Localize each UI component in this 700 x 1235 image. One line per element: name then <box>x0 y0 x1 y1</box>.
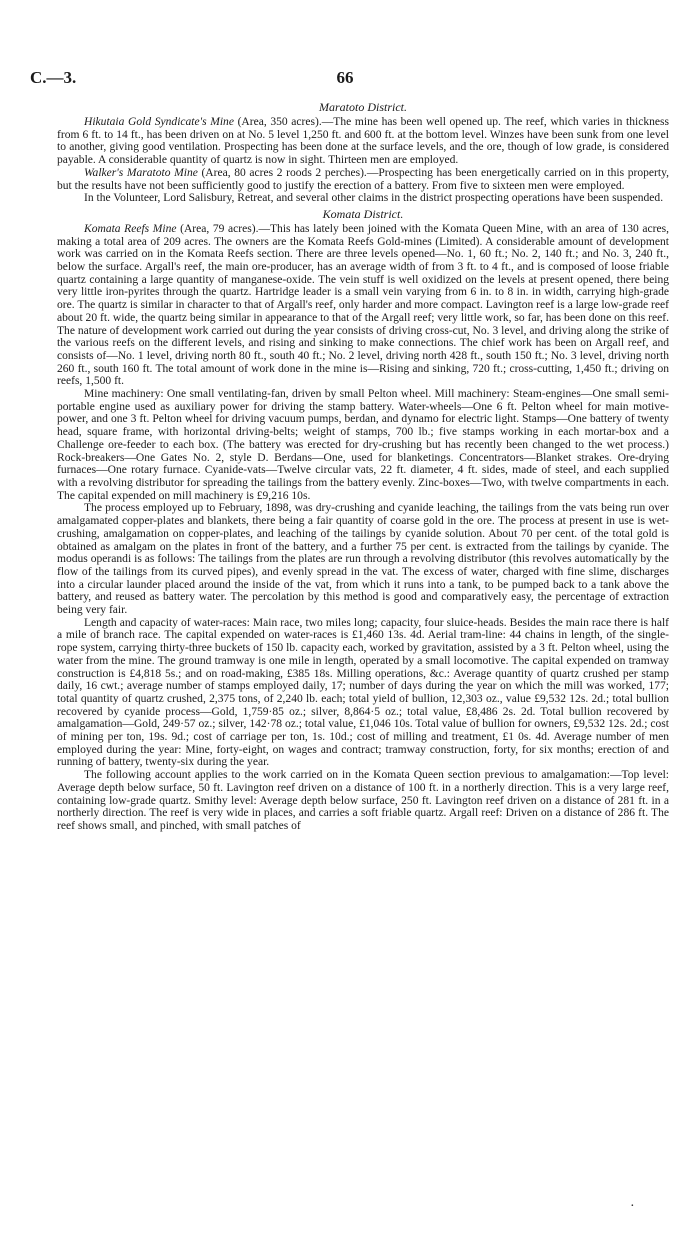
paragraph-text: (Area, 79 acres).—This has lately been joined with the Komata Queen Mine, with an area of 130 acres, making a total area of 209 acres. The owners are the Komata Reefs Gold-mines (Limited). A considerable amount of development work was carried on in the Komata Reefs section. There are three levels opened—No. 1, 60 ft.; No. 2, 140 ft.; and No. 3, 240 ft., below the surface. Argall's reef, the main ore-producer, has an average width of from 3 ft. to 4 ft., and is composed of loose friable quartz containing a large quantity of manganese-oxide. The vein stuff is well oxidized on the levels at present opened, there being very little iron-pyrites through the quartz. Hartridge leader is a small vein varying from 6 in. to 8 in. in width, carrying high-grade ore. The quartz is similar in character to that of Argall's reef, only harder and more compact. Lavington reef is a large low-grade reef about 20 ft. wide, the quartz being similar in appearance to that of the Argall reef; very little work, so far, has been done on this reef. The nature of development work carried out during the year consists of driving cross-cut, No. 3 level, and driving along the strike of the various reefs on the different levels, and rising and sinking to make connections. The chief work has been on Argall reef, and consists of—No. 1 level, driving north 80 ft., south 40 ft.; No. 2 level, driving north 428 ft., south 150 ft.; No. 3 level, driving north 260 ft., south 160 ft. The total amount of work done in the mine is—Rising and sinking, 720 ft.; cross-cutting, 1,450 ft.; driving on reefs, 1,500 ft. <box>57 222 669 388</box>
paragraph-komata-queen <box>57 769 669 833</box>
section-heading-komata: Komata District. <box>322 206 404 221</box>
paragraph-text: The process employed up to February, 1898, was dry-crushing and cyanide leaching, the tailings from the vats being run over amalgamated copper-plates and blankets, there being a fair quantity of coarse gold in the ore. The process at present in use is wet-crushing, amalgamation on copper-plates, and leaching of the tailings by cyanide solution. About 70 per cent. of the total gold is obtained as amalgam on the plates in front of the battery, and a further 75 per cent. is extracted from the tailings by cyanide. The modus operandi is as follows: The tailings from the plates are run through a revolving distributor (this revolves automatically by the flow of the tailings from its curved pipes), and evenly spread in the vat. The excess of water, charged with fine slime, discharges into a circular launder placed around the inside of the vat, from which it runs into a tank, to be pumped back to a tank above the battery, and reused as battery water. The percolation by this method is good and comparatively easy, the percentage of extraction being very fair. <box>57 502 669 617</box>
section-heading-maratoto: Maratoto District. <box>318 100 407 114</box>
paragraph-komata-reefs <box>57 223 669 388</box>
mine-name: Walker's Maratoto Mine <box>84 166 198 179</box>
paragraph-text: The following account applies to the work carried on in the Komata Queen section previous to amalgamation:—Top level: Average depth below surface, 50 ft. Lavington reef driven on a distance of 100 ft. in a northerly direction. This is a very large reef, containing low-grade quartz. Smithy level: Average depth below surface, 250 ft. Lavington reef driven on a distance of 281 ft. in a northerly direction. The reef is very wide in places, and carries a soft friable quartz. Argall reef: Driven on a distance of 286 ft. The reef shows small, and pinched, with small patches of <box>57 769 669 832</box>
paragraph-text: Length and capacity of water-races: Main race, two miles long; capacity, four sluice-heads. Besides the main race there is half a mile of branch race. The capital expended on water-races is £1,460 13s. 4d. Aerial tram-line: 44 chains in length, of the single-rope system, carrying thirty-three buckets of 150 lb. capacity each, worked by gravitation, assisted by a 3 ft. Pelton wheel, using the water from the mine. The ground tramway is one mile in length, operated by a small locomotive. The capital expended on tramway construction is £4,818 5s.; and on road-making, £385 18s. Milling operations, &c.: Average quantity of quartz crushed per stamp daily, 16 cwt.; average number of stamps employed daily, 17; number of days during the year on which the mill was worked, 177; total quantity of quartz crushed, 2,375 tons, of 2,240 lb. each; total yield of bullion, 12,303 oz., value £9,532 12s. 2d.; total bullion recovered by cyanide process—Gold, 1,759·85 oz.; silver, 8,864·5 oz.; total value, £8,486 2s. 2d. Total bullion recovered by amalgamation—Gold, 249·57 oz.; silver, 142·78 oz.; total value, £1,046 10s. Total value of bullion for owners, £9,532 12s. 2d.; cost of mining per ton, 19s. 9d.; cost of carriage per ton, 1s. 10d.; cost of milling and treatment, £1 0s. 4d. Average number of men employed during the year: Mine, forty-eight, on wages and contract; tramway construction, forty, for six months; erection of and running of battery, twenty-six during the year. <box>57 616 669 769</box>
paragraph-suspended <box>57 192 669 205</box>
paragraph-text: (Area, 80 acres 2 roods 2 perches).—Prospecting has been energetically carried on in this property, but the results have not been sufficiently good to justify the erection of a battery. From five to sixteen men were employed. <box>57 166 669 192</box>
mine-name: Hikutaia Gold Syndicate's Mine <box>84 116 234 128</box>
page-number: 66 <box>336 68 354 87</box>
paragraph-walkers <box>57 167 669 192</box>
paragraph-machinery <box>57 388 669 502</box>
paragraph-hikutaia <box>57 116 669 167</box>
report-reference: C.—3. <box>30 68 77 87</box>
paragraph-water-races <box>57 617 669 769</box>
paragraph-text: In the Volunteer, Lord Salisbury, Retreat, and several other claims in the district prospecting operations have been suspended. <box>84 192 664 205</box>
page-header <box>30 68 660 90</box>
mine-name: Komata Reefs Mine <box>84 222 177 235</box>
paragraph-text: (Area, 350 acres).—The mine has been well opened up. The reef, which varies in thickness from 6 ft. to 14 ft., has been driven on at No. 5 level 1,250 ft. and 600 ft. at the bottom level. Winzes have been sunk from one level to another, giving good ventilation. Prospecting has been done at the surface levels, and the ore, though of low grade, is considered payable. A considerable quantity of quartz is now in sight. Thirteen men are employed. <box>57 116 669 167</box>
page-speck: · <box>630 1199 635 1214</box>
paragraph-text: Mine machinery: One small ventilating-fan, driven by small Pelton wheel. Mill machinery: Steam-engines—One small semi-portable engine used as auxiliary power for driving the stamp battery. Water-wheels—One 6 ft. Pelton wheel for main motive-power, and one 3 ft. Pelton wheel for driving vacuum pumps, berdan, and dynamo for electric light. Stamps—One battery of twenty head, square frame, with horizontal driving-belts; weight of stamps, 700 lb.; five stamps working in each mortar-box and a Challenge ore-feeder to each box. (The battery was erected for dry-crushing but has recently been changed to the wet process.) Rock-breakers—One Gates No. 2, style D. Berdans—One, used for blanketings. Concentrators—Blanket strakes. Ore-drying furnaces—One rotary furnace. Cyanide-vats—Twelve circular vats, 22 ft. diameter, 4 ft. sides, made of steel, and each supplied with a revolving distributor for spreading the tailings from the battery evenly. Zinc-boxes—Two, with twelve compartments in each. The capital expended on mill machinery is £9,216 10s. <box>57 388 669 502</box>
paragraph-process <box>57 502 669 616</box>
document-body <box>57 101 669 833</box>
